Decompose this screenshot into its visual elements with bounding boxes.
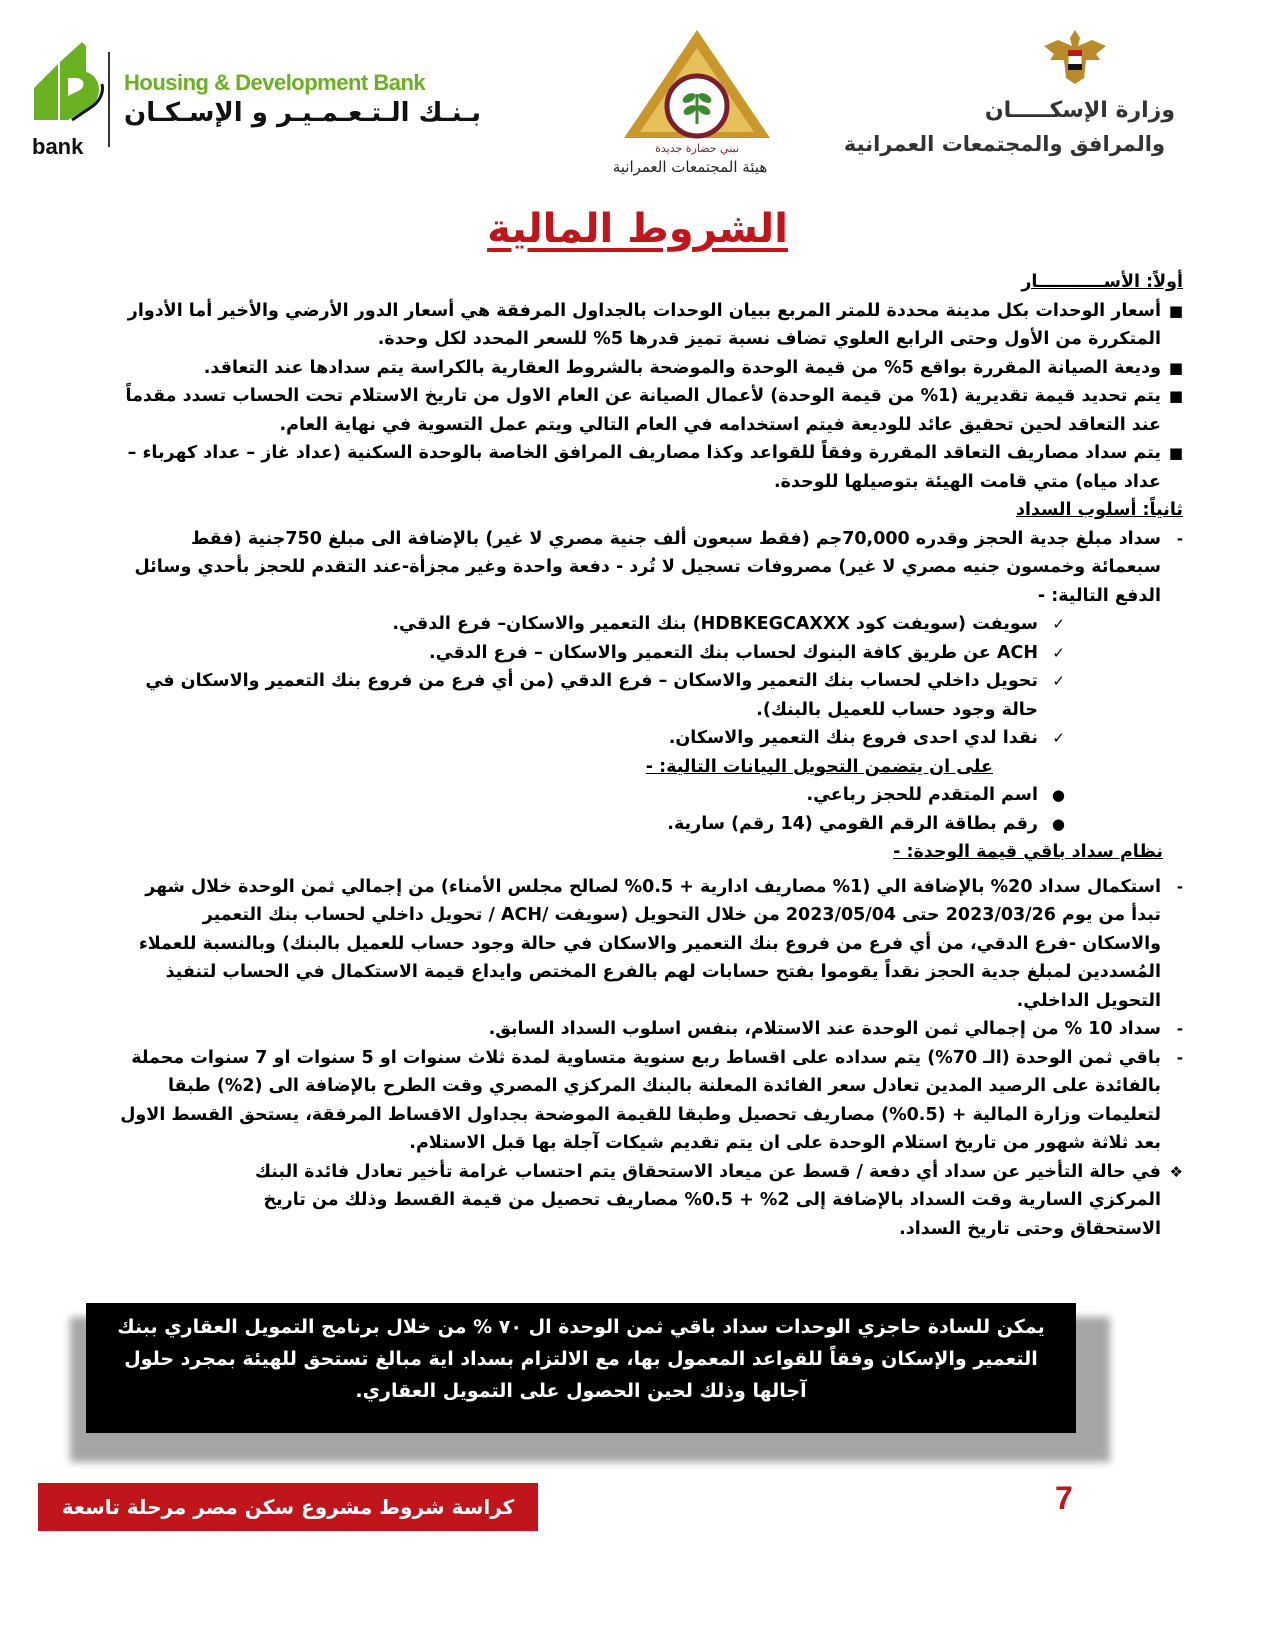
booklet-title: كراسة شروط مشروع سكن مصر مرحلة تاسعة bbox=[61, 1495, 515, 1519]
dash-bullet-icon: - bbox=[1176, 1020, 1183, 1038]
list-item: - استكمال سداد 20% بالإضافة الي (1% مصاريف ادارية + 0.5% لصالح مجلس الأمناء) من إجمالي ثمن الوحدة خلال شهر تبدأ من يوم 2023/03/26 حتى 2023/05/04 من خلال التحويل (سويفت /ACH / تحويل داخلي لحساب بنك التعمير والاسكان -فرع الدقي، من أي فرع من فروع بنك التعمير والاسكان في حالة وجود حساب للعميل بالبنك) وبالنسبة للعملاء المُسددين لمبلغ جدية الحجز نقداً يقوموا بفتح حسابات لهم بالفرع المختص وايداع قيمة الاستكمال في الحساب لتنفيذ التحويل الداخلي. bbox=[118, 873, 1183, 1016]
list-item: - سداد مبلغ جدية الحجز وقدره 70,000جم (فقط سبعون ألف جنية مصري لا غير) بالإضافة الى مبلغ 750جنية (فقط سبعمائة وخمسون جنيه مصري لا غير) مصروفات تسجيل لا تُرد - دفعة واحدة وغير مجزأة-عند التقدم للحجز بأحدي وسائل الدفع التالية: - bbox=[118, 525, 1183, 611]
authority-logo bbox=[622, 28, 772, 158]
checkmark-icon: ✓ bbox=[1052, 615, 1065, 633]
mortgage-notice-box: يمكن للسادة حاجزي الوحدات سداد باقي ثمن الوحدة ال ٧٠ % من خلال برنامج التمويل العقاري ببنك التعمير والإسكان وفقاً للقواعد المعمول بها، مع الالتزام بسداد اية مبالغ تستحق للهيئة بمجرد حلول آجالها وذلك لحين الحصول على التمويل العقاري. bbox=[86, 1303, 1076, 1433]
square-bullet-icon: ■ bbox=[1168, 358, 1183, 377]
square-bullet-icon: ■ bbox=[1168, 387, 1183, 405]
list-item: ✓ ACH عن طريق كافة البنوك لحساب بنك التعمير والاسكان – فرع الدقي. bbox=[118, 639, 1183, 668]
footer-title-bar bbox=[38, 1483, 538, 1531]
ministry-name-line1: وزارة الإسكـــــان bbox=[984, 98, 1175, 123]
list-item: - باقي ثمن الوحدة (الـ 70%) يتم سداده على اقساط ربع سنوية متساوية لمدة ثلاث سنوات او 5 سنوات او 7 سنوات محملة بالفائدة على الرصيد المدين تعادل سعر الفائدة المعلنة بالبنك المركزي المصري وقت الطرح بالإضافة الى (2%) طبقا لتعليمات وزارة المالية + (0.5%) مصاريف تحصيل وطبقا للقيمة الموضحة بجداول الاقساط المرفقة، يستحق القسط الاول بعد ثلاثة شهور من تاريخ استلام الوحدة على ان يتم تقديم شيكات آجلة بها قبل الاستلام. bbox=[118, 1044, 1183, 1158]
list-item: ■ يتم سداد مصاريف التعاقد المقررة وفقاً للقواعد وكذا مصاريف المرافق الخاصة بالوحدة السكنية (عداد غاز – عداد كهرباء – عداد مياه) متي قامت الهيئة بتوصيلها للوحدة. bbox=[118, 439, 1183, 496]
checkmark-icon: ✓ bbox=[1052, 643, 1065, 662]
financial-terms-content bbox=[118, 268, 1183, 1243]
bank-name-ar: بـنـك الـتـعـمـيـر و الإسـكـان bbox=[124, 98, 481, 128]
dash-bullet-icon: - bbox=[1176, 877, 1183, 896]
dot-bullet-icon: ● bbox=[1051, 786, 1065, 804]
square-bullet-icon: ■ bbox=[1168, 444, 1183, 462]
dot-bullet-icon: ● bbox=[1051, 814, 1065, 833]
page-number: 7 bbox=[1055, 1480, 1073, 1516]
diamond-bullet-icon: ❖ bbox=[1169, 1162, 1183, 1181]
authority-name: هيئة المجتمعات العمرانية bbox=[612, 158, 768, 176]
hdb-logo-text: bank bbox=[32, 134, 84, 159]
page-header bbox=[0, 0, 1275, 200]
list-item: ✓ تحويل داخلي لحساب بنك التعمير والاسكان – فرع الدقي (من أي فرع من فروع بنك التعمير والاسكان في حالة وجود حساب للعميل بالبنك). bbox=[118, 667, 1183, 724]
list-item: ● اسم المتقدم للحجز رباعي. bbox=[118, 781, 1183, 810]
dash-bullet-icon: - bbox=[1176, 1048, 1183, 1067]
list-item: ✓ نقدا لدي احدى فروع بنك التعمير والاسكان. bbox=[118, 724, 1183, 753]
page-title: الشروط المالية bbox=[487, 206, 788, 252]
section-remaining-heading: نظام سداد باقي قيمة الوحدة: - bbox=[893, 842, 1163, 862]
section-payment-heading: ثانياً: أسلوب السداد bbox=[1016, 500, 1183, 520]
section-prices-heading: أولاً: الأســـــــــــار bbox=[1021, 272, 1183, 292]
checkmark-icon: ✓ bbox=[1052, 672, 1065, 690]
list-item: ■ وديعة الصيانة المقررة بواقع 5% من قيمة الوحدة والموضحة بالشروط العقارية بالكراسة يتم سدادها عند التعاقد. bbox=[118, 354, 1183, 383]
list-item: ✓ سويفت (سويفت كود HDBKEGCAXXX) بنك التعمير والاسكان– فرع الدقي. bbox=[118, 610, 1183, 639]
list-item: - سداد 10 % من إجمالي ثمن الوحدة عند الاستلام، بنفس اسلوب السداد السابق. bbox=[118, 1015, 1183, 1044]
hdb-logo bbox=[28, 42, 108, 160]
egypt-eagle-emblem bbox=[1040, 26, 1110, 88]
authority-logo-text: نبني حضارة جديدة bbox=[655, 142, 739, 155]
list-item: ● رقم بطاقة الرقم القومي (14 رقم) سارية. bbox=[118, 810, 1183, 839]
bank-name-en: Housing & Development Bank bbox=[124, 70, 426, 95]
transfer-data-heading: على ان يتضمن التحويل البيانات التالية: - bbox=[645, 756, 993, 777]
late-payment-note: ❖ في حالة التأخير عن سداد أي دفعة / قسط عن ميعاد الاستحقاق يتم احتساب غرامة تأخير تعادل فائدة البنك المركزي السارية وقت السداد بالإضافة إلى 2% + 0.5% مصاريف تحصيل من قيمة القسط وذلك من تاريخ الاستحقاق وحتى تاريخ السداد. bbox=[228, 1158, 1183, 1244]
dash-bullet-icon: - bbox=[1176, 529, 1183, 548]
square-bullet-icon: ■ bbox=[1168, 301, 1183, 320]
ministry-name-line2: والمرافق والمجتمعات العمرانية bbox=[843, 132, 1165, 156]
list-item: ■ يتم تحديد قيمة تقديرية (1% من قيمة الوحدة) لأعمال الصيانة عن العام الاول من تاريخ الاستلام تحت الحساب تسدد مقدماً عند التعاقد لحين تحقيق عائد للوديعة فيتم استخدامه في العام التالي ويتم عمل التسوية في نهاية العام. bbox=[118, 382, 1183, 439]
checkmark-icon: ✓ bbox=[1052, 729, 1065, 747]
list-item: ■ أسعار الوحدات بكل مدينة محددة للمتر المربع ببيان الوحدات بالجداول المرفقة هي أسعار الدور الأرضي والأخير أما الأدوار المتكررة من الأول وحتى الرابع العلوي تضاف نسبة تميز قدرها 5% للسعر المحدد لكل وحدة. bbox=[118, 297, 1183, 354]
header-divider bbox=[108, 52, 110, 147]
